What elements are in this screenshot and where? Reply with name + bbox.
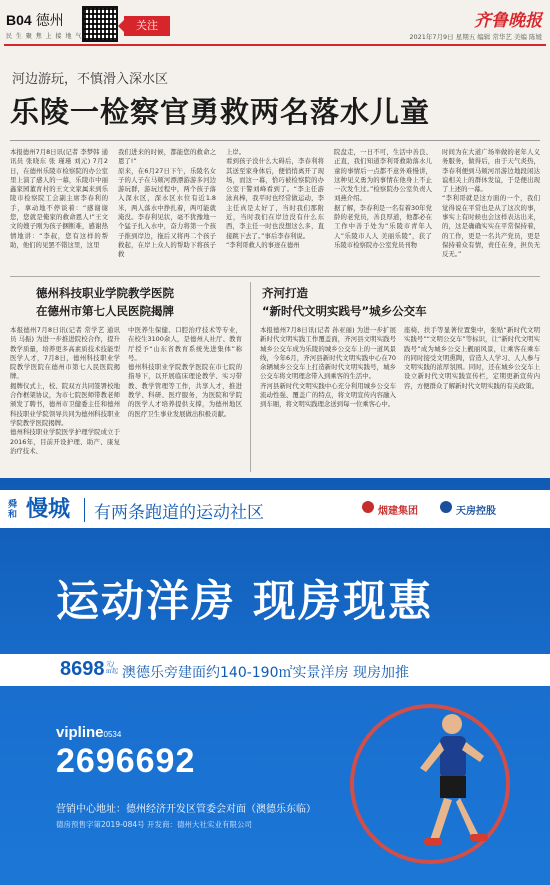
dateline: 2021年7月9日 星期五 编辑 常华艺 美编 陈媛	[409, 33, 542, 41]
ad-brand-2: 天房控股	[456, 506, 496, 517]
ad-headline: 运动洋房 现房现惠	[56, 577, 433, 627]
lead-column-2: 我们进来的时候，都能您的救命之恩了!” 原来，在6月27日下午，乐陵名女子的人子在马颊河漂漂游游多河边游玩群，游玩过程中，两个孩子落入深水区，深水区水位有近1.8米，两人落水中挣扎着，两可能就淹没。李春利见状，毫不犹豫地一个猛子扎入水中，奋力将第一个孩子推到岸边，拖后又将再二个孩子救起，在岸上众人的帮助下将孩子救	[118, 148, 216, 259]
newspaper-brand: 齐鲁晚报	[474, 11, 542, 31]
section-divider	[10, 276, 540, 277]
masthead	[0, 0, 550, 46]
left-article-column-1: 本报德州7月8日讯(记者 常学艺 通讯员 马振) 为进一步推进院校合作，提升教学质量，培养更多高素质技术技能型医学人才，7月8日，德州科技职业学院教学医院在德州市第七人民医院揭牌。 揭牌仪式上，校、院双方共同签署校地合作框架协议，为市七院医师带教老师颁发了聘书，德州市卫健委主任和德州科技职业学院领导共同为德州科技职业学院教学医院揭牌。 德州科技职业学院医学护理学院成立于2016年，目前开设护理、助产、康复治疗技术、	[10, 326, 120, 455]
page-city: 德州	[35, 12, 64, 28]
brand2-logo-icon	[440, 501, 452, 513]
lead-column-4: 院盘走，一日不可，生活中善良、正直，我们知道李利哥救助落水儿童的事情后一点都不意外难慢讲，这种见义勇为的事情在他身上不止一次发生过。”检察院办公室负责人刘燕介绍。 据了解，李春利是一名有着30年党龄的老党员，善良厚道，他都必在工作中善于处为“乐陵市青年人人”乐陵市人人 美丽乐陵”，获了乐陵市检察院办公室党员刊物	[334, 148, 432, 249]
ad-logo-name: 慢城	[26, 497, 71, 522]
ad-price: 8698	[60, 658, 105, 680]
column-divider	[250, 282, 251, 472]
page-code: B04 德州	[6, 12, 64, 28]
ad-sales-center: 营销中心地址：德州经济开发区管委会对面（澳德乐东临）	[56, 804, 316, 815]
follow-tag: 关注	[124, 16, 170, 36]
ad-slogan: 有两条跑道的运动社区	[94, 503, 264, 523]
headline-rule	[10, 140, 540, 141]
lead-headline: 乐陵一检察官勇救两名落水儿童	[10, 95, 431, 129]
ad-presale-permit: 德房预售字第2019-084号 开发商：德州大社实业有限公司	[56, 820, 252, 829]
page-sub-label: 民 生 聚 焦 上 接 地 气	[6, 33, 83, 40]
lead-column-5: 时间为在大道广场举做的老年人义务服务，做得后，由于天气炎热，李春利便到马颊河吊游边地段闲达谊相关上的群休发谊，于是便出现了上述的一幕。 “李利哥就是这方面的一个，我们觉得说在平常也是从了这次的事，事实上有时候也会这样表达出来，的，这是确确实实在平常保持着，的工作，更是一名共产党员，更是保持着众有情，责任在身，担负无反无。”	[442, 148, 540, 259]
ad-logo-divider	[84, 498, 85, 522]
left-article-title-2: 在德州市第七人民医院揭牌	[36, 304, 174, 318]
ad-phone: 2696692	[56, 742, 196, 780]
ad-vipline	[56, 724, 121, 741]
left-article-column-2: 中医养生保健、口腔治疗技术等专业，在校生3100余人，是德州人社厅、教育厅授予“山东省教育系统先进集体”称号。 德州科技职业学院教学医院在市七院的指导下，以开展临床理论教学、实习带教、教学管理等工作，共享人才，推进教学、科研、医疗服务，为医院和学院的医学人才培养提供支撑，为德州地区的医疗卫生事业发展做出积极贡献。	[128, 326, 242, 418]
brand1-logo-icon	[362, 501, 374, 513]
lead-column-3: 上岸。 看到孩子没什么大碍后，李春利将其送至家身体后，便悄悄离开了现场，而这一幕，恰巧被检察院的办公室干警刘峰看到了。“李主任游泳真棒，我平时也经常做运动，李主任真是太好了，当时我们那附近，当时我们在岸边没有什么东西，李主任一时也没想这么多，直接跳下去了。”事后李春利说。 “李利哥救人的事迹在德州	[226, 148, 324, 249]
header-rule	[4, 44, 546, 46]
real-estate-ad	[0, 478, 550, 885]
lead-column-1: 本报德州7月8日讯(记者 李梦韩 通讯员 张晓东 张 瑾瑾 刘元) 7月2日，在德州乐陵市检察院的办公室里上演了感人的一幕，乐陵市中丽鑫家园董育村的王文文家属来到乐陵市检察院工会副主席李春利的手，拿动地不停谈着：“感谢谢您，您就是俺家的救命恩人!”王文文的嫂子刚为孩子捆断难，感谢热情地讲：“李叔，您有这样的帮助，他们的见罢不错这里，这里	[10, 148, 108, 249]
vipline-area-code: 0534	[103, 730, 122, 739]
ad-brand-1: 烟建集团	[378, 506, 418, 517]
right-article-column-1: 本报德州7月8日讯(记者 孙亚丽) 为进一步扩展新时代文明实践工作覆盖面，齐河县文明实践号城乡公交车成为乐陵的城乡公交车上的一道风景线，今年6月，齐河县新时代文明实践中心在70余辆城乡公交车上打造新时代文明实践号，城乡公交车将文明理念带入到乘客的生活中。 齐河县新时代文明实践中心充分利用城乡公交车流动性强、覆盖广的特点，将文明宣传内容融入到车厢，将文明实践理念送到每一位乘客心中。	[260, 326, 396, 409]
ad-logo-prefix: 舜和	[8, 500, 18, 520]
left-article-title-1: 德州科技职业学院教学医院	[36, 286, 174, 300]
runner-figure-icon	[400, 710, 500, 880]
ad-price-unit: 元/㎡起	[106, 661, 119, 675]
right-article-title: “新时代文明实践号”城乡公交车	[262, 304, 427, 318]
right-article-kicker: 齐河打造	[262, 286, 308, 300]
right-article-column-2: 座椅、扶手等显著位置集中，张贴“新时代文明实践号”“文明公交车”等标识，让“新时代文明实践号”成为城乡公交上靓丽风景，让乘客在乘车的同时接受文明熏陶，营造人人学习、人人参与文明实践的浓厚氛围。同时，还在城乡公交车上设立新时代文明实践宣传栏，定期更新宣传内容，方便群众了解新时代文明实践的有关政策。	[404, 326, 540, 390]
vipline-label: vipline	[56, 724, 104, 741]
qr-code-icon	[82, 6, 118, 42]
lead-kicker: 河边游玩，不慎滑入深水区	[12, 72, 169, 87]
ad-band-text: 澳德乐旁建面约140-190㎡实景洋房 现房加推	[122, 665, 409, 681]
